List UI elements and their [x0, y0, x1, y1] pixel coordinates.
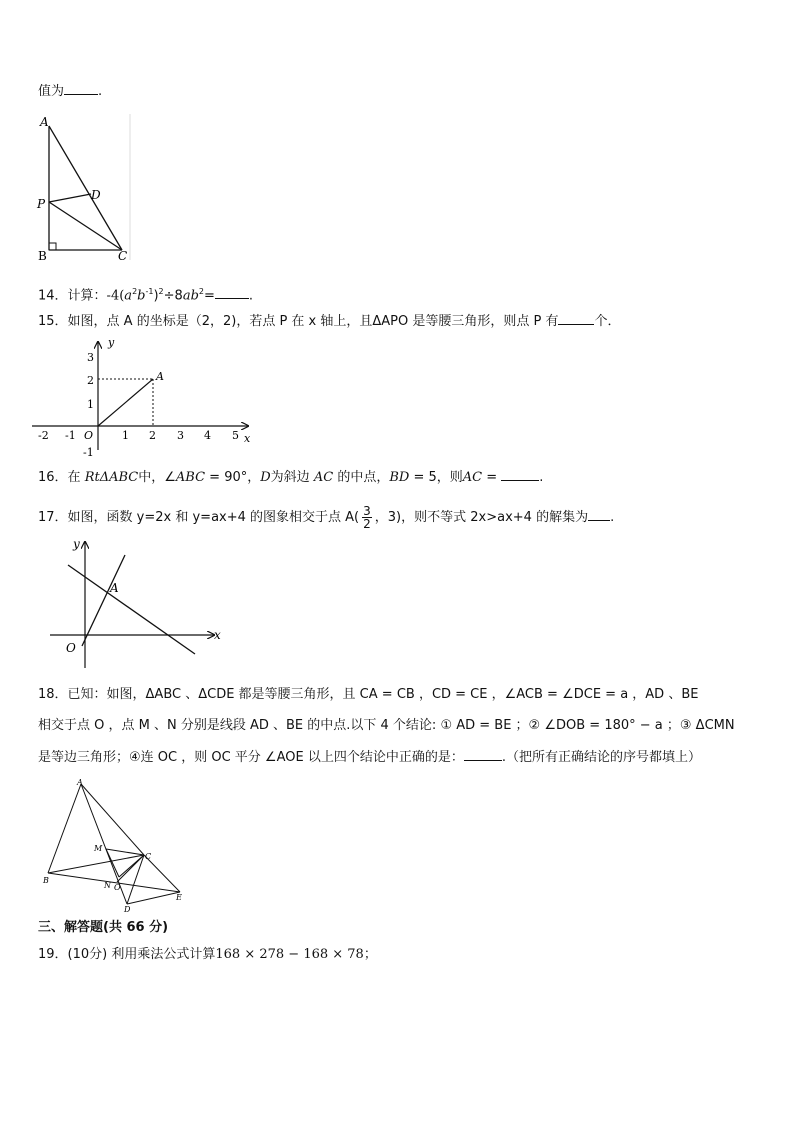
- section-heading: [38, 919, 168, 937]
- x-tick-label: -2: [38, 429, 49, 442]
- q17-end: .: [610, 510, 615, 525]
- segment-bc: [48, 855, 144, 873]
- x-tick-labels: [38, 429, 239, 442]
- q17-part: 17．如图，函数 y=2x 和 y=ax+4 的图象相交于点 A(: [38, 510, 360, 525]
- q14-expr-part: ): [153, 288, 159, 304]
- origin-label: O: [84, 429, 94, 442]
- label-m: M: [94, 844, 103, 853]
- q14-end: .: [248, 288, 254, 304]
- segment-mc: [106, 849, 144, 855]
- label-b: B: [38, 249, 47, 263]
- q18-text-2: 相交于点 O ，点 M 、N 分别是线段 AD 、BE 的中点.以下 4 个结论: ① AD = BE ；② ∠DOB = 180° − a ；③ ΔCMN: [38, 718, 735, 733]
- q14-expr-part: 2: [132, 287, 138, 296]
- q14-expr-part: ab: [182, 288, 199, 304]
- y-tick-label: 3: [87, 351, 94, 364]
- q19-end: ；: [363, 947, 377, 962]
- y-tick-label: -1: [83, 446, 94, 459]
- q13-text: 值为: [38, 84, 65, 99]
- q16-part: Rt: [84, 470, 100, 485]
- y-label: y: [108, 338, 115, 349]
- point-a-label: A: [110, 581, 119, 595]
- figure-17: [48, 536, 228, 670]
- q14-expr-part: ÷8: [163, 288, 183, 304]
- origin-label: O: [66, 641, 76, 655]
- figure-15: [30, 338, 260, 460]
- q14-expr-part: -1: [145, 287, 154, 296]
- segment-pd: [49, 194, 91, 202]
- section-3-title: 三、解答题(共 66 分): [38, 920, 169, 935]
- q16-part: BD: [389, 470, 410, 485]
- fraction-numerator: 3: [363, 504, 371, 518]
- answer-blank[interactable]: [501, 468, 539, 481]
- q14-expr-part: =: [203, 288, 215, 304]
- q14-label: 14．计算：: [38, 288, 107, 304]
- x-tick-label: 5: [232, 429, 239, 442]
- question-18-line1: [38, 686, 698, 704]
- label-e: E: [176, 893, 182, 902]
- segment-de: [127, 892, 180, 904]
- question-17: [38, 505, 614, 530]
- q16-part: AC: [313, 470, 334, 485]
- q14-expr-part: 2: [198, 287, 204, 296]
- segment-oa: [98, 379, 153, 426]
- y-tick-label: 2: [87, 374, 94, 387]
- x-tick-label: 3: [177, 429, 184, 442]
- q13-end: .: [98, 84, 103, 99]
- x-tick-label: -1: [65, 429, 76, 442]
- q18-text-1: 18．已知：如图，ΔABC 、ΔCDE 都是等腰三角形，且 CA = CB ，CD = CE ，∠ACB = ∠DCE = a ，AD 、BE: [38, 687, 699, 702]
- q16-part: =: [482, 470, 502, 485]
- y-label: y: [73, 537, 80, 551]
- segment-mn: [106, 849, 119, 877]
- x-tick-label: 4: [204, 429, 211, 442]
- y-tick-label: 1: [87, 398, 94, 411]
- x-label: x: [214, 628, 221, 642]
- answer-blank[interactable]: [558, 312, 594, 325]
- x-tick-label: 1: [122, 429, 129, 442]
- label-a: A: [40, 115, 49, 129]
- q13-tail: [38, 82, 102, 101]
- q16-part: 的中点，: [337, 470, 390, 485]
- label-a: A: [77, 778, 83, 787]
- label-p: P: [37, 197, 46, 211]
- question-18-line3: [38, 748, 701, 767]
- answer-blank[interactable]: [215, 286, 249, 299]
- fraction-3-2: [362, 505, 372, 530]
- q16-part: 16．在: [38, 470, 81, 485]
- q19-text: 19．(10分) 利用乘法公式计算: [38, 947, 216, 962]
- segment-ab: [48, 784, 81, 873]
- figure-18: [40, 776, 190, 912]
- q16-part: D: [260, 470, 271, 485]
- q16-part: = 90°，: [205, 470, 261, 485]
- question-16: [38, 468, 543, 487]
- q16-part: 为斜边: [270, 470, 310, 485]
- q14-expr-part: b: [137, 288, 146, 304]
- figure-13: [34, 112, 134, 264]
- fraction-denominator: 2: [363, 517, 371, 531]
- label-o: O: [114, 883, 121, 892]
- q18-text-3a: 是等边三角形；④连 OC ，则 OC 平分 ∠AOE 以上四个结论中正确的是：: [38, 750, 464, 765]
- segment-ac: [81, 784, 144, 855]
- q14-expr-part: -4(: [106, 288, 125, 304]
- answer-blank[interactable]: [588, 508, 610, 521]
- q16-part: = 5，则: [409, 470, 463, 485]
- question-19: [38, 946, 377, 964]
- y-tick-labels: [83, 351, 94, 459]
- x-label: x: [244, 432, 251, 445]
- q15-text: 15．如图，点 A 的坐标是（2，2)，若点 P 在 x 轴上，且ΔAPO 是等腰三角形，则点 P 有: [38, 314, 559, 329]
- label-d: D: [91, 188, 101, 202]
- label-c: C: [118, 249, 128, 263]
- segment-ac: [49, 126, 122, 250]
- label-d: D: [124, 905, 131, 912]
- q18-text-3b: .（把所有正确结论的序号都填上）: [501, 750, 701, 765]
- right-angle-mark: [49, 243, 56, 250]
- point-a-label: A: [156, 370, 164, 383]
- q16-end: .: [539, 470, 544, 485]
- q14-expr-part: 2: [158, 287, 164, 296]
- q16-part: ΔABC: [99, 470, 139, 485]
- q14-expr-part: a: [124, 288, 133, 304]
- q17-part: ，3)，则不等式 2x>ax+4 的解集为: [374, 510, 589, 525]
- answer-blank[interactable]: [64, 82, 98, 95]
- label-n: N: [104, 881, 111, 890]
- q16-part: 中，∠: [138, 470, 176, 485]
- question-18-line2: [38, 717, 735, 735]
- q15-end: 个．: [594, 314, 621, 329]
- question-14: [38, 283, 253, 305]
- q19-expression: 168 × 278 − 168 × 78: [215, 947, 364, 962]
- label-c: C: [145, 852, 152, 861]
- q16-part: ABC: [175, 470, 206, 485]
- label-b: B: [43, 876, 49, 885]
- x-tick-label: 2: [149, 429, 156, 442]
- line-y-ax-4: [68, 565, 195, 654]
- answer-blank[interactable]: [464, 748, 502, 761]
- segment-pc: [49, 202, 122, 250]
- q16-part: AC: [462, 470, 483, 485]
- question-15: [38, 312, 621, 331]
